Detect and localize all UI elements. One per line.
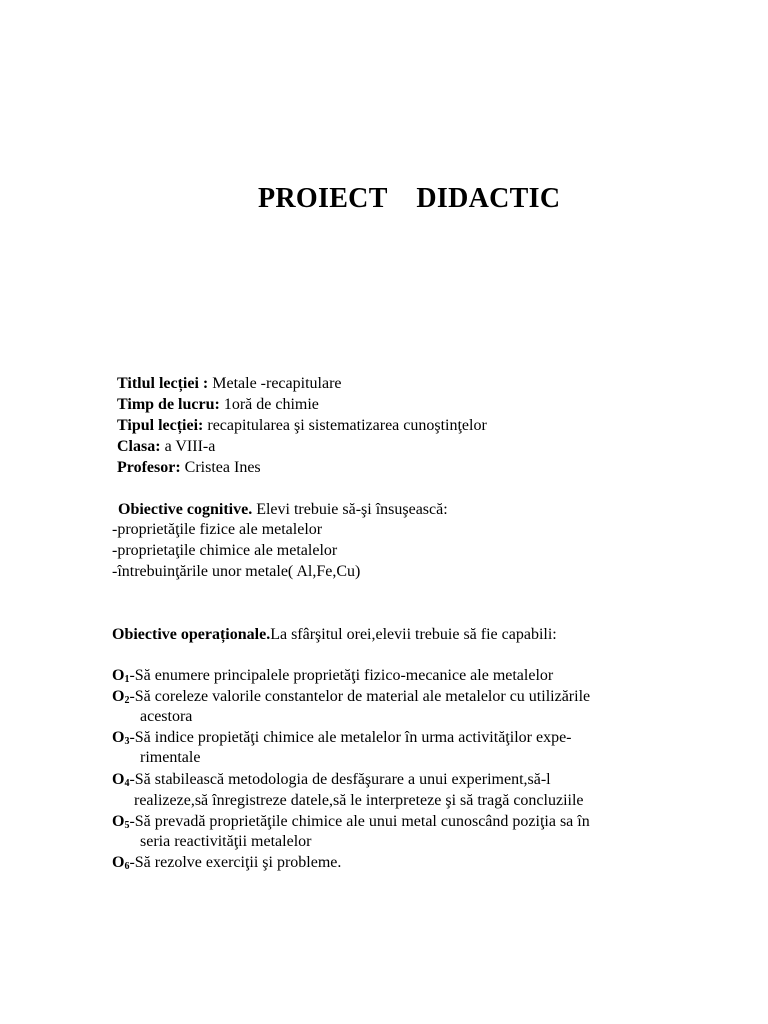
info-time	[117, 395, 319, 415]
objective-code: $O_3$	[112, 729, 130, 747]
objective-text-continued: seria reactivităţii metalelor	[140, 833, 312, 850]
cognitive-objectives-intro: Elevi trebuie să-şi însuşească:	[252, 501, 448, 518]
document-title: PROIECT DIDACTIC	[258, 183, 561, 214]
info-lesson-title-label: Titlul lecției :	[117, 375, 209, 392]
info-teacher-value: Cristea Ines	[180, 459, 261, 476]
objective-text: -Să enumere principalele proprietăţi fizico-mecanice ale metalelor	[129, 667, 554, 684]
info-lesson-title-value: Metale -recapitulare	[208, 375, 342, 392]
info-teacher-label: Profesor:	[117, 459, 181, 476]
operational-objectives-label: Obiective operaționale.	[112, 626, 271, 643]
info-lesson-type	[117, 416, 487, 436]
objective-text-continued: rimentale	[140, 749, 201, 766]
operational-objectives-intro: La sfârşitul orei,elevii trebuie să fie capabili:	[270, 626, 557, 643]
objective-text: -Să coreleze valorile constantelor de material ale metalelor cu utilizările	[129, 688, 591, 705]
info-teacher	[117, 458, 261, 478]
objective-text-continued: realizeze,să înregistreze datele,să le interpreteze şi să tragă concluziile	[134, 792, 584, 809]
cognitive-item: -proprietăţile fizice ale metalelor	[112, 521, 323, 538]
objective-code: $O_2$	[112, 688, 130, 706]
cognitive-objectives-heading	[118, 500, 448, 520]
objective-code: $O_4$	[112, 771, 130, 789]
info-class-value: a VIII-a	[160, 438, 216, 455]
cognitive-item: -proprietaţile chimice ale metalelor	[112, 542, 338, 559]
cognitive-objectives-label: Obiective cognitive.	[118, 501, 253, 518]
cognitive-item: -întrebuinţările unor metale( Al,Fe,Cu)	[112, 563, 361, 580]
operational-item-3	[112, 728, 572, 748]
info-time-label: Timp de lucru:	[117, 396, 220, 413]
objective-text: -Să prevadă proprietăţile chimice ale unui metal cunoscând poziţia sa în	[129, 813, 590, 830]
objective-code: $O_5$	[112, 813, 130, 831]
objective-text: -Să rezolve exerciţii şi probleme.	[129, 854, 342, 871]
operational-item-1	[112, 666, 553, 686]
operational-item-4	[112, 770, 551, 790]
operational-item-6	[112, 853, 341, 873]
info-time-value: 1oră de chimie	[219, 396, 319, 413]
operational-item-5	[112, 812, 590, 832]
operational-item-2	[112, 687, 590, 707]
objective-code: $O_1$	[112, 667, 130, 685]
info-lesson-type-label: Tipul lecției:	[117, 417, 204, 434]
objective-text-continued: acestora	[140, 708, 193, 725]
objective-code: $O_6$	[112, 854, 130, 872]
info-lesson-type-value: recapitularea şi sistematizarea cunoştinţelor	[203, 417, 487, 434]
operational-objectives-heading	[112, 625, 557, 645]
objective-text: -Să stabilească metodologia de desfăşurare a unui experiment,să-l	[129, 771, 551, 788]
info-class-label: Clasa:	[117, 438, 161, 455]
info-class	[117, 437, 215, 457]
info-lesson-title	[117, 374, 342, 394]
objective-text: -Să indice propietăţi chimice ale metalelor în urma activităţilor expe-	[129, 729, 572, 746]
